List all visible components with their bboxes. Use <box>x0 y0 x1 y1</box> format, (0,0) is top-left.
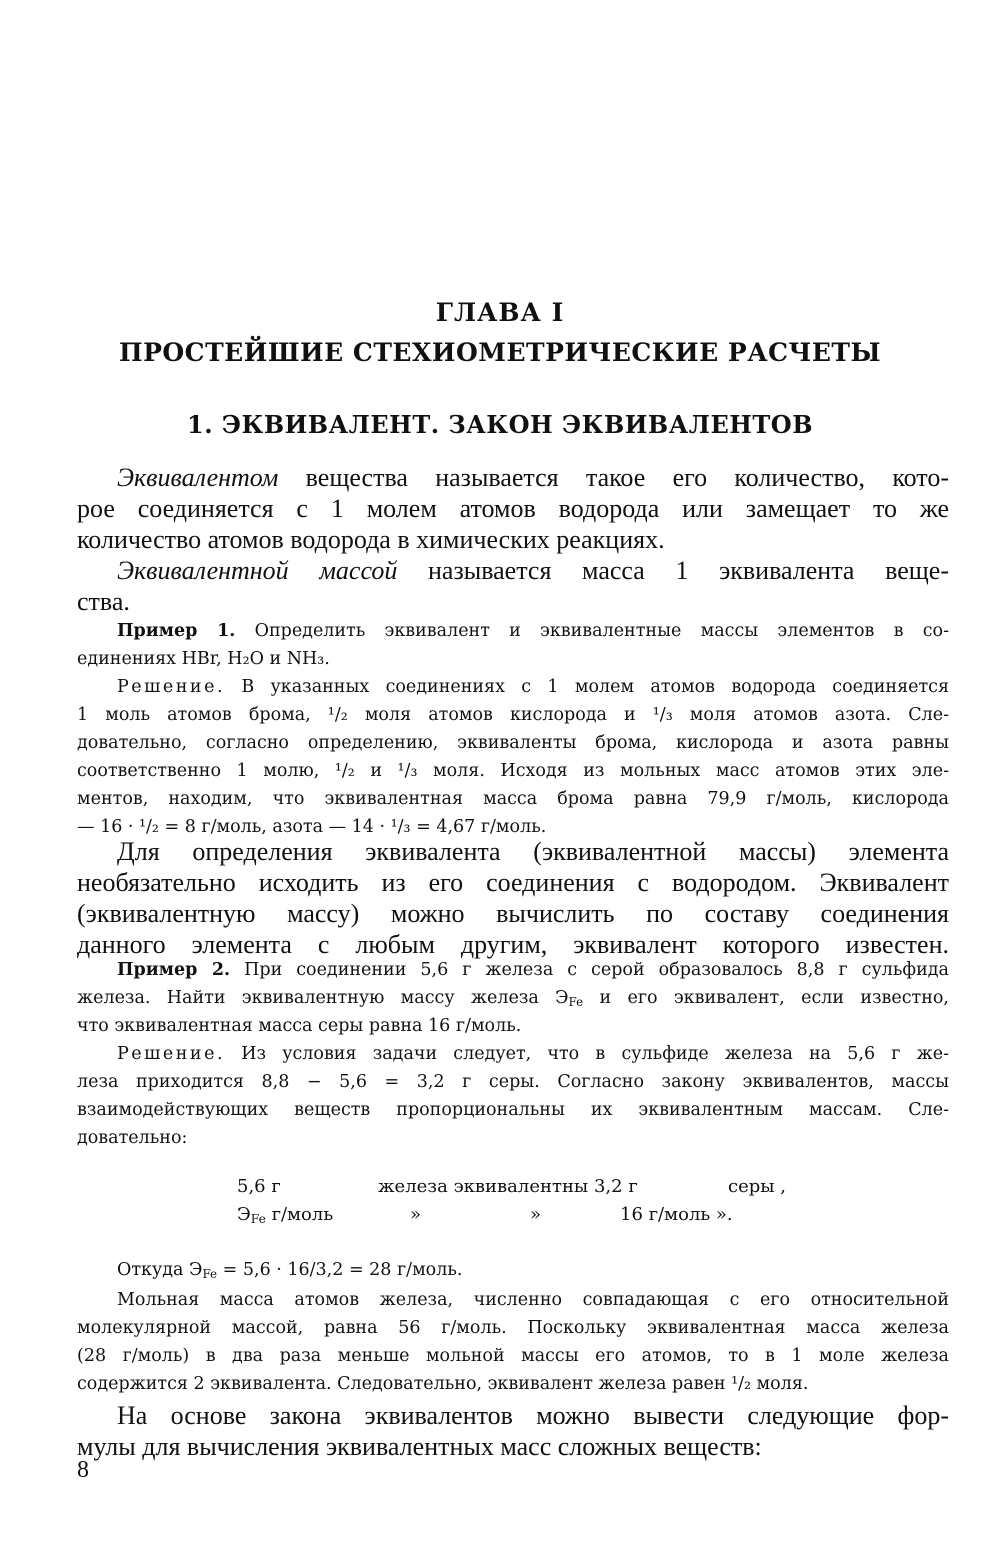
example-1: Пример 1. Определить эквивалент и эквивалентные массы элементов в со- единениях HBr, H₂O и NH₃. <box>77 621 949 669</box>
proportion-r2-c: » <box>530 1204 542 1225</box>
solution-2-label: Решение. <box>117 1044 226 1064</box>
paragraph-formulas-intro: На основе закона эквивалентов можно вывести следующие фор- мулы для вычисления эквивалентных масс сложных веществ: <box>77 1401 949 1461</box>
example-1-label: Пример 1. <box>117 621 236 641</box>
section-title: 1. ЭКВИВАЛЕНТ. ЗАКОН ЭКВИВАЛЕНТОВ <box>187 410 813 439</box>
proportion-r1-c: серы , <box>728 1176 787 1197</box>
example-2-label: Пример 2. <box>117 960 231 980</box>
solution-2: Решение. Из условия задачи следует, что в сульфиде железа на 5,6 г же- леза приходится 8,8 − 5,6 = 3,2 г серы. Согласно закону эквивалентов, массы взаимодействующих веществ пропорциональны их эквивалентным массам. Сле- довательно: <box>77 1044 949 1148</box>
proportion-r1-b: железа эквивалентны 3,2 г <box>378 1176 638 1197</box>
proportion-r2-b: » <box>410 1204 422 1225</box>
chapter-number: ГЛАВА I <box>435 298 565 327</box>
paragraph-equivalent-calculation: Для определения эквивалента (эквивалентной массы) элемента необязательно исходить из его соединения с водородом. Эквивалент (эквивалентную массу) можно вычислить по составу соединения данного элемента с любым другим, эквивалент которого известен. <box>77 837 949 959</box>
example-2: Пример 2. При соединении 5,6 г железа с серой образовалось 8,8 г сульфида железа. Найти эквивалентную массу железа $Э_{Fe}$ и его эквивалент, если известно, что эквивалентная масса серы равна 16 г/моль. <box>77 960 949 1036</box>
proportion-r2-d: 16 г/моль ». <box>620 1204 733 1225</box>
definition-equivalent-mass: Эквивалентной массой называется масса 1 эквивалента веще- ства. <box>77 556 949 616</box>
paragraph-molar-mass: Мольная масса атомов железа, численно совпадающая с его относительной молекулярной массой, равна 56 г/моль. Поскольку эквивалентная масса железа (28 г/моль) в два раза меньше мольной массы его атомов, то в 1 моле железа содержится 2 эквивалента. Следовательно, эквивалент железа равен ¹/₂ моля. <box>77 1290 949 1394</box>
proportion-r2-a: $Э_{Fe}$ г/моль <box>237 1204 334 1226</box>
proportion-r1-a: 5,6 г <box>237 1176 281 1197</box>
definition-equivalent: Эквивалентом вещества называется такое его количество, кото- рое соединяется с 1 молем атомов водорода или замещает то же количество атомов водорода в химических реакциях. <box>77 463 949 554</box>
term-equivalent-mass: Эквивалентной массой <box>117 556 398 585</box>
chapter-title: ПРОСТЕЙШИЕ СТЕХИОМЕТРИЧЕСКИЕ РАСЧЕТЫ <box>118 338 882 367</box>
solution-1-label: Решение. <box>117 677 226 697</box>
result-line: Откуда $Э_{Fe} = 5,6 \cdot 16/3,2 = 28$ г/моль. <box>117 1260 463 1281</box>
page-number: 8 <box>77 1457 89 1483</box>
solution-1: Решение. В указанных соединениях с 1 молем атомов водорода соединяется 1 моль атомов брома, ¹/₂ моля атомов кислорода и ¹/₃ моля атомов азота. Сле- довательно, согласно определению, эквиваленты брома, кислорода и азота равны соответственно 1 молю, ¹/₂ и ¹/₃ моля. Исходя из мольных масс атомов этих эле- ментов, находим, что эквивалентная масса брома равна 79,9 г/моль, кислорода — 16 · ¹/₂ = 8 г/моль, азота — 14 · ¹/₃ = 4,67 г/моль. <box>77 677 949 837</box>
term-equivalent: Эквивалентом <box>117 463 279 492</box>
